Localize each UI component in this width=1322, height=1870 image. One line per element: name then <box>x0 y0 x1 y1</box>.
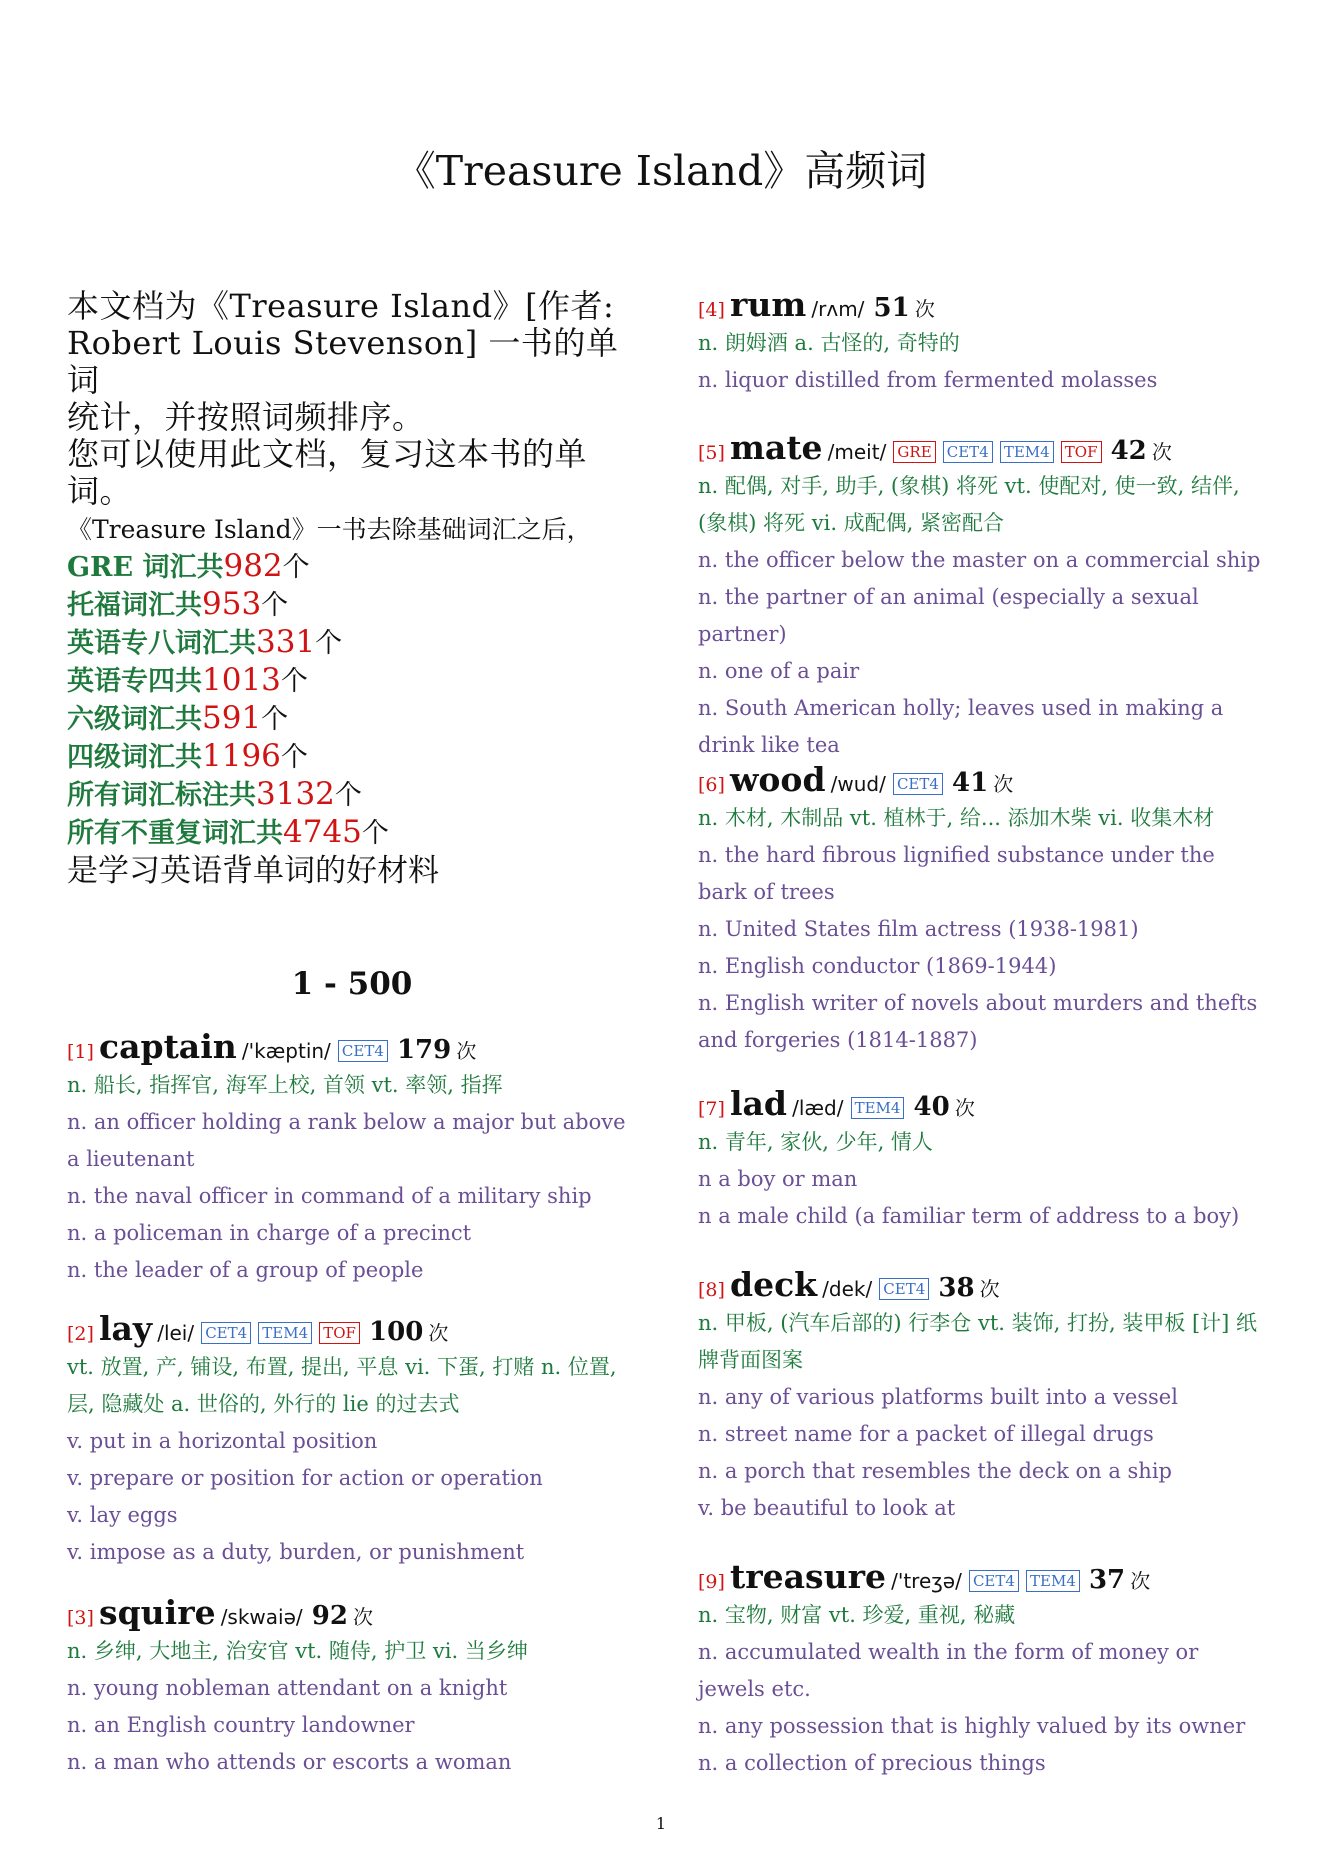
summary-unit: 个 <box>334 780 362 811</box>
word-entry <box>67 1309 637 1571</box>
summary-row <box>67 776 637 814</box>
entry-head <box>698 760 1268 800</box>
tag-badge: TEM4 <box>258 1322 312 1344</box>
entry-word: wood <box>730 760 826 799</box>
summary-row <box>67 700 637 738</box>
entry-phonetic: /rʌm/ <box>811 297 865 321</box>
summary-unit: 个 <box>315 628 343 659</box>
entry-english-definition: n. street name for a packet of illegal drugs <box>698 1422 1154 1446</box>
entry-phonetic: /lei/ <box>157 1321 195 1345</box>
frequency-unit: 次 <box>428 1321 449 1345</box>
entry-rank: [6] <box>698 774 725 796</box>
entry-english-definition: v. impose as a duty, burden, or punishment <box>67 1540 525 1564</box>
entry-rank: [2] <box>67 1323 94 1345</box>
entry-phonetic: /læd/ <box>792 1096 844 1120</box>
word-entry <box>698 1084 1268 1235</box>
entry-english-definition: n. the leader of a group of people <box>67 1258 424 1282</box>
intro-line: 本文档为《Treasure Island》[作者: <box>67 287 615 325</box>
entry-english-definition: n. English writer of novels about murders and thefts and forgeries (1814-1887) <box>698 991 1258 1052</box>
entry-chinese-definition: n. 乡绅, 大地主, 治安官 vt. 随侍, 护卫 vi. 当乡绅 <box>67 1639 528 1663</box>
tag-badge: TEM4 <box>1000 441 1054 463</box>
entry-english-definition: n. the officer below the master on a commercial ship <box>698 548 1261 572</box>
entry-english-definition: n. accumulated wealth in the form of money or jewels etc. <box>698 1640 1199 1701</box>
entry-english-definition: n. the naval officer in command of a military ship <box>67 1184 592 1208</box>
entry-head <box>698 1084 1268 1124</box>
summary-label: 托福词汇共 <box>67 590 202 621</box>
entry-english-definition: n. English conductor (1869-1944) <box>698 954 1057 978</box>
summary-row <box>67 738 637 776</box>
summary-closing: 是学习英语背单词的好材料 <box>67 853 439 889</box>
entry-chinese-definition: n. 青年, 家伙, 少年, 情人 <box>698 1130 933 1154</box>
entry-english-definition: n. a man who attends or escorts a woman <box>67 1750 512 1774</box>
entry-rank: [9] <box>698 1571 725 1593</box>
entry-english-definition: n. a porch that resembles the deck on a ship <box>698 1459 1172 1483</box>
entry-word: deck <box>730 1265 818 1304</box>
entry-phonetic: /dek/ <box>822 1277 873 1301</box>
entry-frequency: 41 <box>952 768 989 798</box>
frequency-unit: 次 <box>914 297 935 321</box>
summary-count: 4745 <box>283 814 362 850</box>
word-entry <box>67 1027 637 1289</box>
vocab-summary <box>67 512 637 890</box>
entry-english-definition: n. a policeman in charge of a precinct <box>67 1221 472 1245</box>
entry-english-definition: n. an English country landowner <box>67 1713 415 1737</box>
entry-rank: [8] <box>698 1279 725 1301</box>
entry-english-definition: v. lay eggs <box>67 1503 178 1527</box>
entry-frequency: 40 <box>913 1092 950 1122</box>
summary-count: 1196 <box>202 738 281 774</box>
tag-badge: CET4 <box>943 441 993 463</box>
intro-line: 统计，并按照词频排序。 <box>67 398 425 436</box>
frequency-unit: 次 <box>353 1605 374 1629</box>
entry-phonetic: /'treʒə/ <box>891 1569 962 1593</box>
entry-english-definition: n a male child (a familiar term of address to a boy) <box>698 1204 1240 1228</box>
summary-unit: 个 <box>261 704 289 735</box>
summary-row <box>67 662 637 700</box>
summary-unit: 个 <box>282 552 310 583</box>
entry-word: mate <box>730 428 823 467</box>
entry-frequency: 51 <box>873 293 910 323</box>
word-entry <box>698 285 1268 399</box>
entry-frequency: 179 <box>396 1035 452 1065</box>
frequency-unit: 次 <box>993 772 1014 796</box>
range-heading: 1 - 500 <box>291 966 413 1002</box>
entry-word: squire <box>99 1593 216 1632</box>
entry-frequency: 100 <box>369 1317 424 1347</box>
entry-english-definition: v. prepare or position for action or operation <box>67 1466 543 1490</box>
summary-unit: 个 <box>361 818 389 849</box>
tag-badge: CET4 <box>201 1322 251 1344</box>
summary-count: 1013 <box>202 662 281 698</box>
entry-word: treasure <box>730 1557 886 1596</box>
summary-count: 591 <box>202 700 262 736</box>
entry-english-definition: n a boy or man <box>698 1167 858 1191</box>
summary-count: 3132 <box>256 776 335 812</box>
summary-label: 所有不重复词汇共 <box>67 818 283 849</box>
entry-head <box>67 1593 637 1633</box>
page-number: 1 <box>655 1814 667 1833</box>
summary-lead: 《Treasure Island》一书去除基础词汇之后， <box>67 515 592 544</box>
summary-row <box>67 586 637 624</box>
frequency-unit: 次 <box>954 1096 975 1120</box>
entry-rank: [3] <box>67 1607 94 1629</box>
entry-rank: [5] <box>698 442 725 464</box>
summary-count: 331 <box>256 624 316 660</box>
entry-english-definition: n. one of a pair <box>698 659 860 683</box>
entry-phonetic: /skwaiə/ <box>220 1605 303 1629</box>
entry-frequency: 37 <box>1088 1565 1126 1595</box>
intro-paragraph <box>67 288 637 510</box>
entry-english-definition: n. an officer holding a rank below a major but above a lieutenant <box>67 1110 626 1171</box>
intro-line: Robert Louis Stevenson] 一书的单词 <box>67 324 619 399</box>
entry-head <box>67 1309 637 1349</box>
summary-row <box>67 548 637 586</box>
entry-head <box>698 285 1268 325</box>
frequency-unit: 次 <box>1151 440 1172 464</box>
entry-rank: [1] <box>67 1041 94 1063</box>
entry-english-definition: n. the partner of an animal (especially a sexual partner) <box>698 585 1199 646</box>
summary-count: 982 <box>223 548 283 584</box>
tag-badge: TEM4 <box>851 1097 905 1119</box>
frequency-unit: 次 <box>1130 1569 1151 1593</box>
entry-chinese-definition: n. 木材, 木制品 vt. 植林于, 给... 添加木柴 vi. 收集木材 <box>698 806 1215 830</box>
entry-english-definition: n. United States film actress (1938-1981) <box>698 917 1139 941</box>
entry-chinese-definition: n. 宝物, 财富 vt. 珍爱, 重视, 秘藏 <box>698 1603 1016 1627</box>
entry-english-definition: v. put in a horizontal position <box>67 1429 378 1453</box>
summary-label: 英语专八词汇共 <box>67 628 256 659</box>
summary-label: 所有词汇标注共 <box>67 780 256 811</box>
entry-english-definition: n. liquor distilled from fermented molasses <box>698 368 1158 392</box>
entry-frequency: 38 <box>938 1273 975 1303</box>
summary-count: 953 <box>202 586 262 622</box>
word-entry <box>698 760 1268 1059</box>
entry-english-definition: n. the hard fibrous lignified substance under the bark of trees <box>698 843 1215 904</box>
entry-phonetic: /'kæptin/ <box>241 1039 331 1063</box>
entry-rank: [4] <box>698 299 725 321</box>
entry-english-definition: n. any of various platforms built into a vessel <box>698 1385 1178 1409</box>
summary-unit: 个 <box>280 742 308 773</box>
tag-badge: TOF <box>1061 441 1102 463</box>
entry-head <box>698 1557 1268 1597</box>
entry-english-definition: n. a collection of precious things <box>698 1751 1046 1775</box>
entry-chinese-definition: n. 甲板, (汽车后部的) 行李仓 vt. 装饰, 打扮, 装甲板 [计] 纸牌背面图案 <box>698 1311 1258 1372</box>
summary-label: 英语专四共 <box>67 666 202 697</box>
entry-head <box>698 428 1268 468</box>
summary-row <box>67 814 637 852</box>
entry-chinese-definition: n. 配偶, 对手, 助手, (象棋) 将死 vt. 使配对, 使一致, 结伴, (象棋) 将死 vi. 成配偶, 紧密配合 <box>698 474 1240 535</box>
summary-unit: 个 <box>280 666 308 697</box>
entry-phonetic: /wud/ <box>830 772 886 796</box>
frequency-unit: 次 <box>979 1277 1000 1301</box>
word-entry <box>698 428 1268 764</box>
tag-badge: CET4 <box>893 773 943 795</box>
entry-english-definition: v. be beautiful to look at <box>698 1496 956 1520</box>
summary-label: GRE 词汇共 <box>67 552 224 583</box>
tag-badge: CET4 <box>969 1570 1019 1592</box>
entry-english-definition: n. any possession that is highly valued by its owner <box>698 1714 1246 1738</box>
entry-head <box>67 1027 637 1067</box>
word-entry <box>67 1593 637 1781</box>
tag-badge: CET4 <box>879 1278 929 1300</box>
entry-rank: [7] <box>698 1098 725 1120</box>
intro-line: 词。 <box>67 472 133 510</box>
entry-chinese-definition: n. 船长, 指挥官, 海军上校, 首领 vt. 率领, 指挥 <box>67 1073 503 1097</box>
entry-word: lay <box>99 1309 153 1348</box>
entry-english-definition: n. South American holly; leaves used in making a drink like tea <box>698 696 1224 757</box>
entry-chinese-definition: n. 朗姆酒 a. 古怪的, 奇特的 <box>698 331 960 355</box>
tag-badge: GRE <box>893 441 935 463</box>
tag-badge: CET4 <box>338 1040 388 1062</box>
tag-badge: TEM4 <box>1026 1570 1080 1592</box>
summary-label: 四级词汇共 <box>67 742 202 773</box>
entry-english-definition: n. young nobleman attendant on a knight <box>67 1676 508 1700</box>
entry-phonetic: /meit/ <box>827 440 887 464</box>
word-entry <box>698 1265 1268 1527</box>
frequency-unit: 次 <box>456 1039 477 1063</box>
entry-word: rum <box>730 285 807 324</box>
entry-chinese-definition: vt. 放置, 产, 铺设, 布置, 提出, 平息 vi. 下蛋, 打赌 n. 位置, 层, 隐藏处 a. 世俗的, 外行的 lie 的过去式 <box>67 1355 617 1416</box>
entry-word: lad <box>730 1084 788 1123</box>
summary-unit: 个 <box>261 590 289 621</box>
page-title: 《Treasure Island》高频词 <box>394 147 928 195</box>
entry-frequency: 92 <box>311 1601 348 1631</box>
word-entry <box>698 1557 1268 1782</box>
entry-frequency: 42 <box>1110 436 1147 466</box>
tag-badge: TOF <box>319 1322 360 1344</box>
entry-word: captain <box>99 1027 237 1066</box>
summary-row <box>67 624 637 662</box>
intro-line: 您可以使用此文档，复习这本书的单 <box>67 435 588 473</box>
summary-label: 六级词汇共 <box>67 704 202 735</box>
entry-head <box>698 1265 1268 1305</box>
